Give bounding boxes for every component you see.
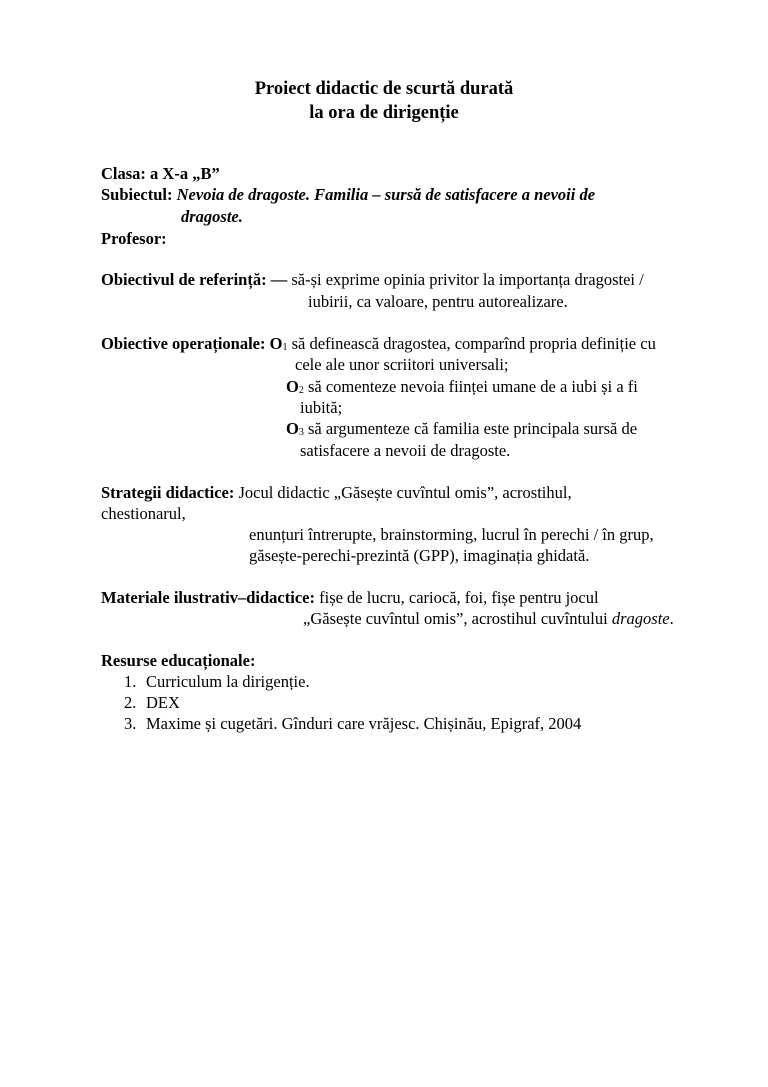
obiectiv-referinta-line-1 (101, 270, 644, 290)
obiectiv-referinta-label: Obiectivul de referință: (101, 270, 267, 289)
subiect-text-2: dragoste. (181, 207, 243, 226)
strategii-line-1 (101, 483, 572, 503)
objective-code-1: O (269, 334, 283, 353)
objective-1-text-2: cele ale unor scriitori universali; (295, 355, 509, 374)
resurse-item-text-1: Curriculum la dirigenție. (146, 672, 310, 691)
obiectiv-referinta-text-1: să-și exprime opinia privitor la importanța dragostei / (291, 270, 644, 289)
objective-2-text-2: iubită; (300, 398, 343, 417)
materiale-label: Materiale ilustrativ–didactice: (101, 588, 315, 607)
resurse-item-num-1: 1. (124, 672, 137, 691)
strategii-text-2: chestionarul, (101, 504, 186, 523)
materiale-text-2-suffix: . (669, 609, 674, 628)
obiective-operationale-label: Obiective operaționale: (101, 334, 266, 353)
resurse-label: Resurse educaționale: (101, 651, 256, 670)
objective-code-3: O (286, 419, 299, 438)
resurse-item-num-3: 3. (124, 714, 137, 733)
profesor-label: Profesor: (101, 229, 167, 248)
subiect-text-1: Nevoia de dragoste. Familia – sursă de satisfacere a nevoii de (176, 185, 596, 204)
resurse-item-num-2: 2. (124, 693, 137, 712)
materiale-text-2-italic: dragoste (611, 609, 670, 628)
title-line-1: Proiect didactic de scurtă durată (254, 79, 514, 99)
strategii-text-3: enunțuri întrerupte, brainstorming, lucrul în perechi / în grup, (249, 525, 654, 544)
objective-2-line-1 (286, 377, 638, 400)
strategii-label: Strategii didactice: (101, 483, 235, 502)
obiectiv-referinta-dash: — (270, 270, 288, 289)
objective-3-text-1: să argumenteze că familia este principala sursă de (307, 419, 638, 438)
objective-sub-2: 2 (298, 385, 304, 396)
clasa-label: Clasa: a X-a „B” (101, 164, 220, 183)
materiale-line-1 (101, 588, 599, 608)
strategii-text-4: găsește-perechi-prezintă (GPP), imaginația ghidată. (249, 546, 590, 565)
objective-sub-3: 3 (298, 427, 304, 438)
objective-sub-1: 1 (282, 342, 288, 353)
materiale-text-2-prefix: „Găsește cuvîntul omis”, acrostihul cuvîntului (303, 609, 612, 628)
objective-code-2: O (286, 377, 299, 396)
objective-1-text-1: să definească dragostea, comparînd propria definiție cu (291, 334, 656, 353)
objective-2-text-1: să comenteze nevoia ființei umane de a iubi și a fi (307, 377, 638, 396)
resurse-item-text-2: DEX (146, 693, 180, 712)
subiect-label: Subiectul: (101, 185, 173, 204)
objective-3-line-1 (286, 419, 637, 442)
title-line-2: la ora de dirigenție (309, 103, 459, 123)
materiale-text-1: fișe de lucru, cariocă, foi, fișe pentru jocul (319, 588, 599, 607)
subiect-line-1 (101, 185, 595, 205)
objective-3-text-2: satisfacere a nevoii de dragoste. (300, 441, 511, 460)
obiective-operationale-line-1 (101, 334, 656, 357)
resurse-item-text-3: Maxime și cugetări. Gînduri care vrăjesc. Chișinău, Epigraf, 2004 (146, 714, 582, 733)
materiale-line-2 (303, 609, 674, 629)
obiectiv-referinta-text-2: iubirii, ca valoare, pentru autorealizare. (308, 292, 568, 311)
strategii-text-1: Jocul didactic „Găsește cuvîntul omis”, acrostihul, (238, 483, 572, 502)
